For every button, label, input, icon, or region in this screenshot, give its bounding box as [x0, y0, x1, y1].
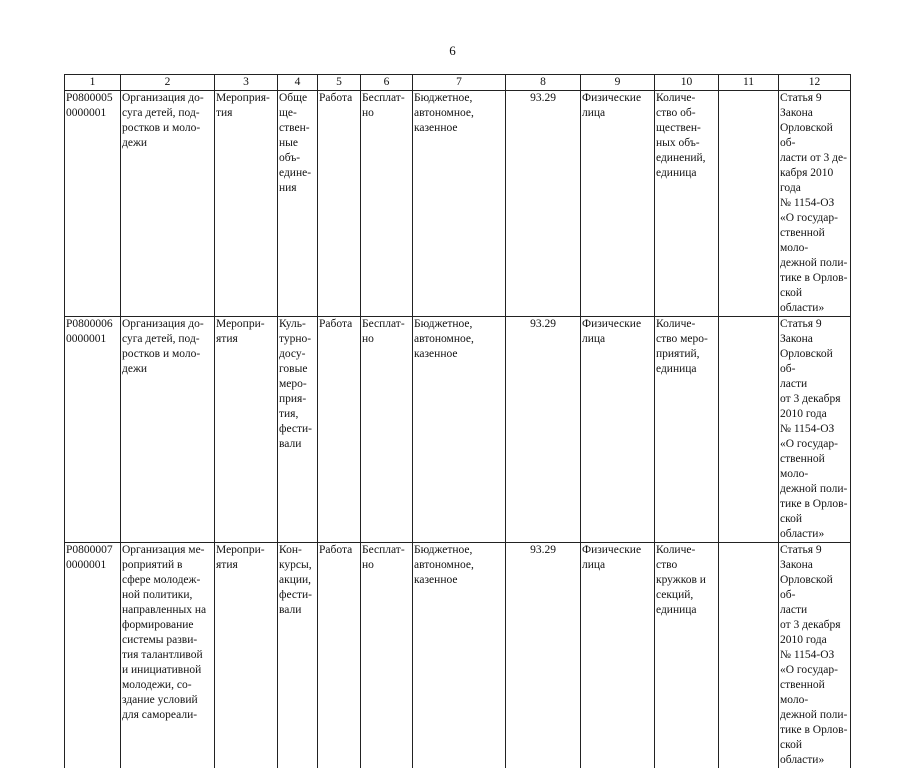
table-row [65, 317, 851, 543]
type-cell: Работа [318, 543, 361, 768]
institution-type-cell: Бюджетное, автономное, казенное [413, 317, 506, 543]
okved-cell: 93.29 [506, 317, 581, 543]
column-number: 9 [581, 75, 655, 91]
column-number: 8 [506, 75, 581, 91]
column-number: 11 [719, 75, 779, 91]
service-name-cell: Организация до- суга детей, под- ростков и моло- дежи [121, 91, 215, 317]
payment-cell: Бесплат- но [361, 543, 413, 768]
okved-cell: 93.29 [506, 91, 581, 317]
table-row [65, 543, 851, 768]
kind-cell: Меропри- ятия [215, 317, 278, 543]
payment-cell: Бесплат- но [361, 91, 413, 317]
service-code-cell: P0800007 0000001 [65, 543, 121, 768]
indicator-cell: Количе- ство об- ществен- ных объ- единений, единица [655, 91, 719, 317]
kind-cell: Мероприя- тия [215, 91, 278, 317]
type-cell: Работа [318, 317, 361, 543]
page-number: 6 [0, 43, 905, 59]
column-number: 7 [413, 75, 506, 91]
column-number: 3 [215, 75, 278, 91]
services-table [64, 74, 851, 768]
service-code-cell: P0800005 0000001 [65, 91, 121, 317]
column-number: 6 [361, 75, 413, 91]
content-cell: Кон- курсы, акции, фести- вали [278, 543, 318, 768]
content-cell: Куль- турно- досу- говые меро- прия- тия, фести- вали [278, 317, 318, 543]
indicator-cell: Количе- ство кружков и секций, единица [655, 543, 719, 768]
indicator-cell: Количе- ство меро- приятий, единица [655, 317, 719, 543]
institution-type-cell: Бюджетное, автономное, казенное [413, 91, 506, 317]
law-reference-cell: Статья 9 Закона Орловской об- ласти от 3 де- кабря 2010 года № 1154-ОЗ «О государ- ственной моло- дежной поли- тике в Орлов- ской области» [779, 91, 851, 317]
law-reference-cell: Статья 9 Закона Орловской об- ласти от 3 декабря 2010 года № 1154-ОЗ «О государ- ственной моло- дежной поли- тике в Орлов- ской области» [779, 317, 851, 543]
column-number: 2 [121, 75, 215, 91]
empty-cell [719, 543, 779, 768]
service-name-cell: Организация до- суга детей, под- ростков и моло- дежи [121, 317, 215, 543]
kind-cell: Меропри- ятия [215, 543, 278, 768]
header-row [65, 75, 851, 91]
empty-cell [719, 317, 779, 543]
service-name-cell: Организация ме- роприятий в сфере молодеж- ной политики, направленных на формирование системы разви- тия талантливой и инициативной молодежи, со- здание условий для самореали- [121, 543, 215, 768]
law-reference-cell: Статья 9 Закона Орловской об- ласти от 3 декабря 2010 года № 1154-ОЗ «О государ- ственной моло- дежной поли- тике в Орлов- ской области» [779, 543, 851, 768]
column-number: 10 [655, 75, 719, 91]
column-number: 1 [65, 75, 121, 91]
column-number: 5 [318, 75, 361, 91]
column-number: 4 [278, 75, 318, 91]
column-number: 12 [779, 75, 851, 91]
consumers-cell: Физические лица [581, 91, 655, 317]
consumers-cell: Физические лица [581, 543, 655, 768]
consumers-cell: Физические лица [581, 317, 655, 543]
table-row [65, 91, 851, 317]
service-code-cell: P0800006 0000001 [65, 317, 121, 543]
type-cell: Работа [318, 91, 361, 317]
okved-cell: 93.29 [506, 543, 581, 768]
payment-cell: Бесплат- но [361, 317, 413, 543]
empty-cell [719, 91, 779, 317]
institution-type-cell: Бюджетное, автономное, казенное [413, 543, 506, 768]
content-cell: Обще ще- ствен- ные объ- едине- ния [278, 91, 318, 317]
